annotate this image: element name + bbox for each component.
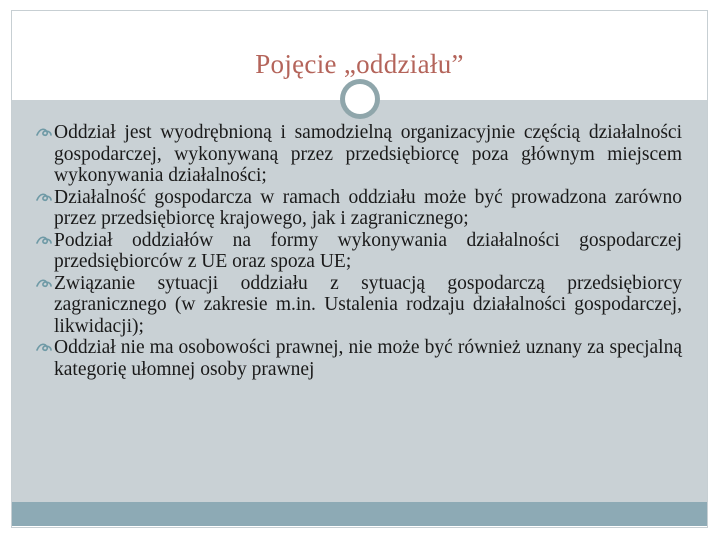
flourish-icon	[36, 232, 52, 248]
bullet-text: Oddział jest wyodrębnioną i samodzielną organizacyjnie częścią działalności gospodarczej, wykonywaną przez przedsiębiorcę poza głównym miejscem wykonywania działalności;	[54, 122, 682, 186]
flourish-icon	[36, 339, 52, 355]
flourish-icon	[36, 189, 52, 205]
divider-circle-ornament	[340, 79, 380, 119]
bullet-item	[36, 337, 682, 380]
bullet-item	[36, 230, 682, 273]
bullet-list	[36, 122, 682, 380]
bullet-item	[36, 273, 682, 338]
flourish-icon	[36, 124, 52, 140]
footer-bar	[12, 502, 707, 526]
bullet-text: Podział oddziałów na formy wykonywania działalności gospodarczej przedsiębiorców z UE oraz spoza UE;	[54, 229, 682, 272]
bullet-item	[36, 187, 682, 230]
bullet-text: Oddział nie ma osobowości prawnej, nie może być również uznany za specjalną kategorię ułomnej osoby prawnej	[54, 337, 682, 380]
flourish-icon	[36, 275, 52, 291]
slide-title: Pojęcie „oddziału”	[255, 49, 464, 79]
divider-circle-inner	[345, 84, 375, 114]
bullet-text: Związanie sytuacji oddziału z sytuacją gospodarczą przedsiębiorcy zagranicznego (w zakresie m.in. Ustalenia rodzaju działalności gospodarczej, likwidacji);	[54, 272, 682, 337]
bullet-text: Działalność gospodarcza w ramach oddziału może być prowadzona zarówno przez przedsiębiorcę krajowego, jak i zagranicznego;	[54, 186, 682, 229]
bullet-item	[36, 122, 682, 187]
